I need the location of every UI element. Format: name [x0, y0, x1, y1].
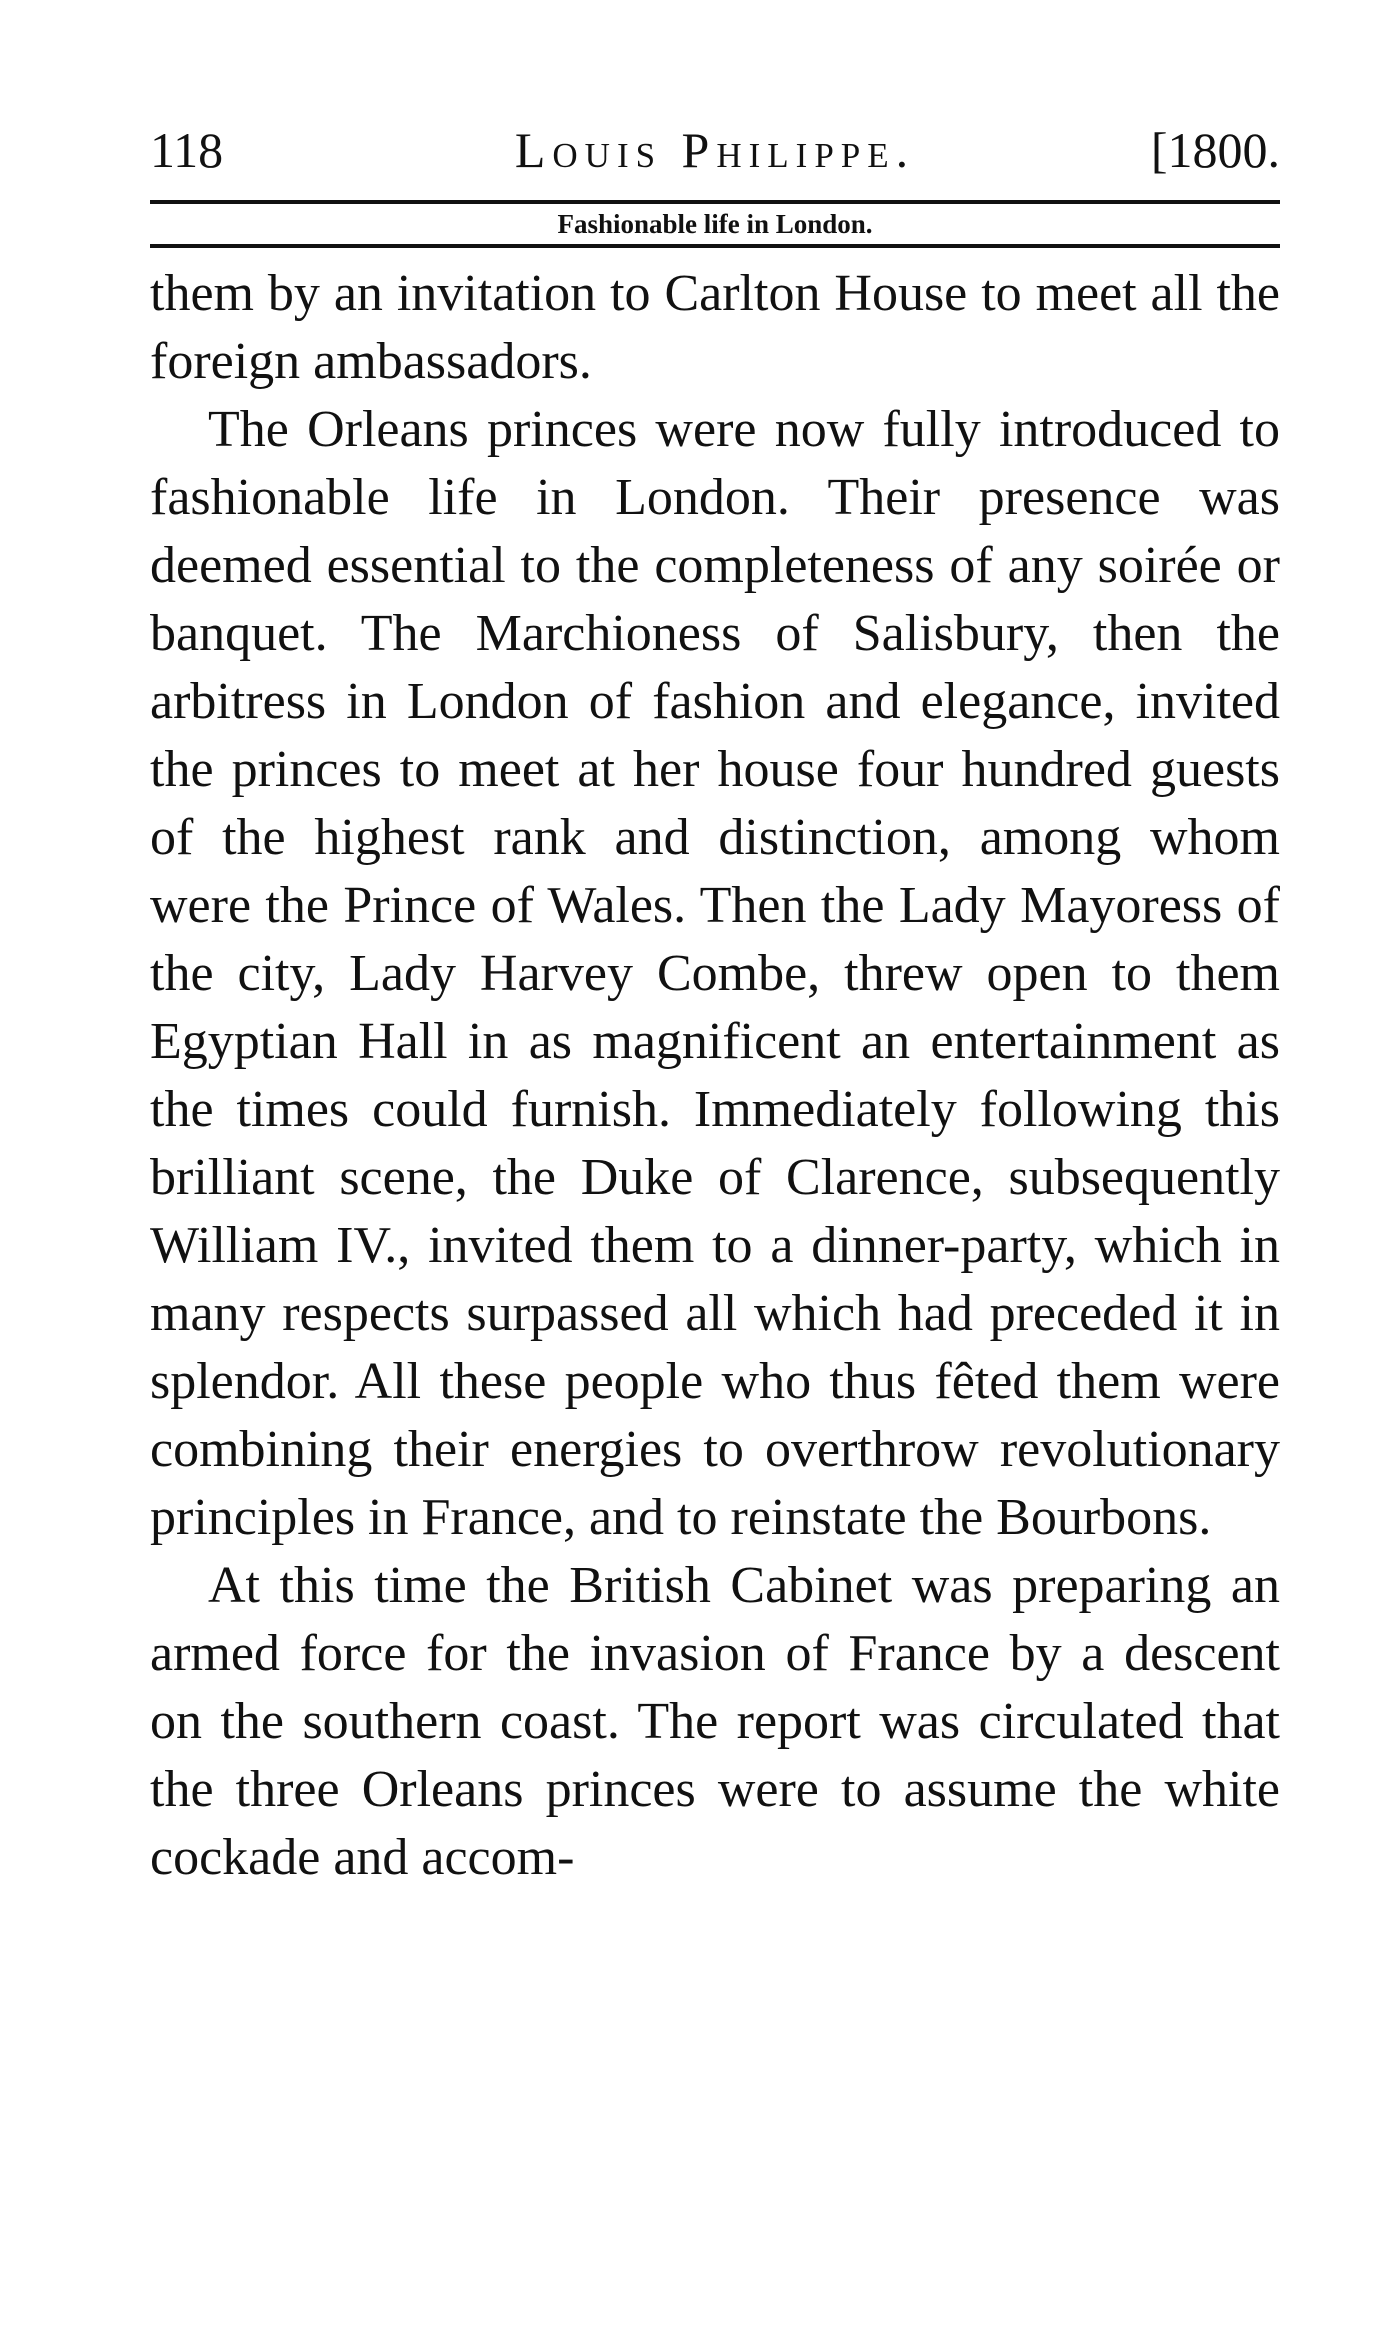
page-header — [150, 110, 1280, 190]
running-title: Louis Philippe. — [514, 122, 916, 178]
page-number: 118 — [150, 122, 224, 178]
body-text — [150, 260, 1280, 1892]
book-page — [150, 110, 1280, 1892]
paragraph: At this time the British Cabinet was preparing an armed force for the invasion of France by a descent on the southern coast. The report was circulated that the three Orleans princes were to assume the white cockade and accom- — [150, 1557, 1280, 1886]
paragraph: The Orleans princes were now fully introduced to fashionable life in London. Their presence was deemed essential to the completeness of any soirée or banquet. The Marchioness of Salisbury, then the arbitress in London of fashion and elegance, invited the princes to meet at her house four hundred guests of the highest rank and distinction, among whom were the Prince of Wales. Then the Lady Mayoress of the city, Lady Harvey Combe, threw open to them Egyptian Hall in as magnificent an entertainment as the times could furnish. Immediately following this brilliant scene, the Duke of Clarence, subsequently William IV., invited them to a dinner-party, which in many respects surpassed all which had preceded it in splendor. All these people who thus fêted them were combining their energies to overthrow revolutionary principles in France, and to reinstate the Bourbons. — [150, 401, 1280, 1546]
year-marker: [1800. — [1150, 122, 1280, 178]
section-subtitle: Fashionable life in London. — [557, 209, 873, 239]
paragraph-continued: them by an invitation to Carlton House to meet all the foreign ambassadors. — [150, 265, 1280, 390]
header-rule-bottom — [150, 244, 1280, 248]
